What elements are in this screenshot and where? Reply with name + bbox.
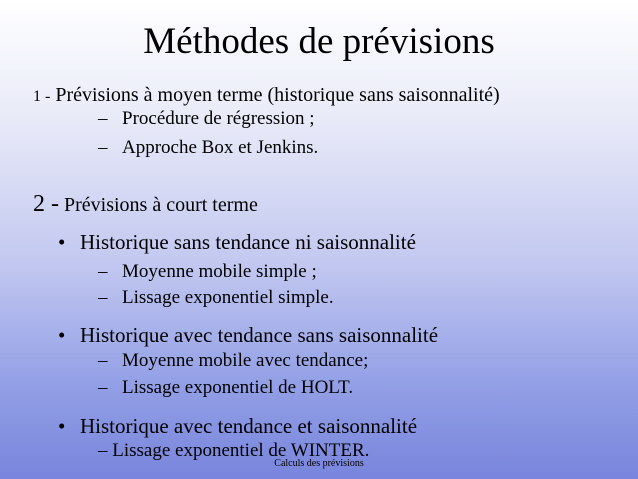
bullet-item-text: Historique avec tendance et saisonnalité (80, 414, 418, 438)
list-item (98, 137, 318, 159)
list-item (98, 377, 353, 399)
section-2-heading (33, 192, 258, 217)
dash-icon: – (98, 108, 108, 129)
section-1-number: 1 - (33, 88, 51, 105)
bullet-icon: • (58, 230, 66, 254)
list-item (98, 261, 317, 283)
section-2-number: 2 - (33, 191, 59, 217)
list-item (98, 350, 368, 372)
section-1-heading (33, 83, 500, 109)
bullet-item (58, 230, 416, 254)
slide-footer: Calculs des prévisions (274, 458, 364, 469)
dash-icon: – (98, 440, 108, 461)
list-item-text: Lissage exponentiel de HOLT. (122, 377, 354, 398)
list-item-text: Moyenne mobile avec tendance; (122, 350, 369, 371)
list-item-text: Approche Box et Jenkins. (122, 137, 319, 158)
list-item-text: Procédure de régression ; (122, 108, 315, 129)
list-item-text: Moyenne mobile simple ; (122, 261, 317, 282)
dash-icon: – (98, 377, 108, 398)
list-item (98, 108, 315, 130)
list-item-text: Lissage exponentiel simple. (122, 287, 334, 308)
bullet-item (58, 323, 438, 347)
section-2-heading-text: Prévisions à court terme (64, 194, 258, 216)
bullet-icon: • (58, 323, 66, 347)
dash-icon: – (98, 350, 108, 371)
bullet-icon: • (58, 414, 66, 438)
dash-icon: – (98, 287, 108, 308)
dash-icon: – (98, 137, 108, 158)
slide-title: Méthodes de prévisions (143, 21, 495, 62)
section-1-heading-text: Prévisions à moyen terme (historique sans saisonnalité) (55, 84, 500, 106)
list-item-text: Lissage exponentiel de WINTER. (112, 440, 370, 461)
list-item (98, 287, 334, 309)
dash-icon: – (98, 261, 108, 282)
bullet-item (58, 414, 417, 438)
bullet-item-text: Historique sans tendance ni saisonnalité (80, 230, 416, 254)
bullet-item-text: Historique avec tendance sans saisonnalité (80, 323, 439, 347)
